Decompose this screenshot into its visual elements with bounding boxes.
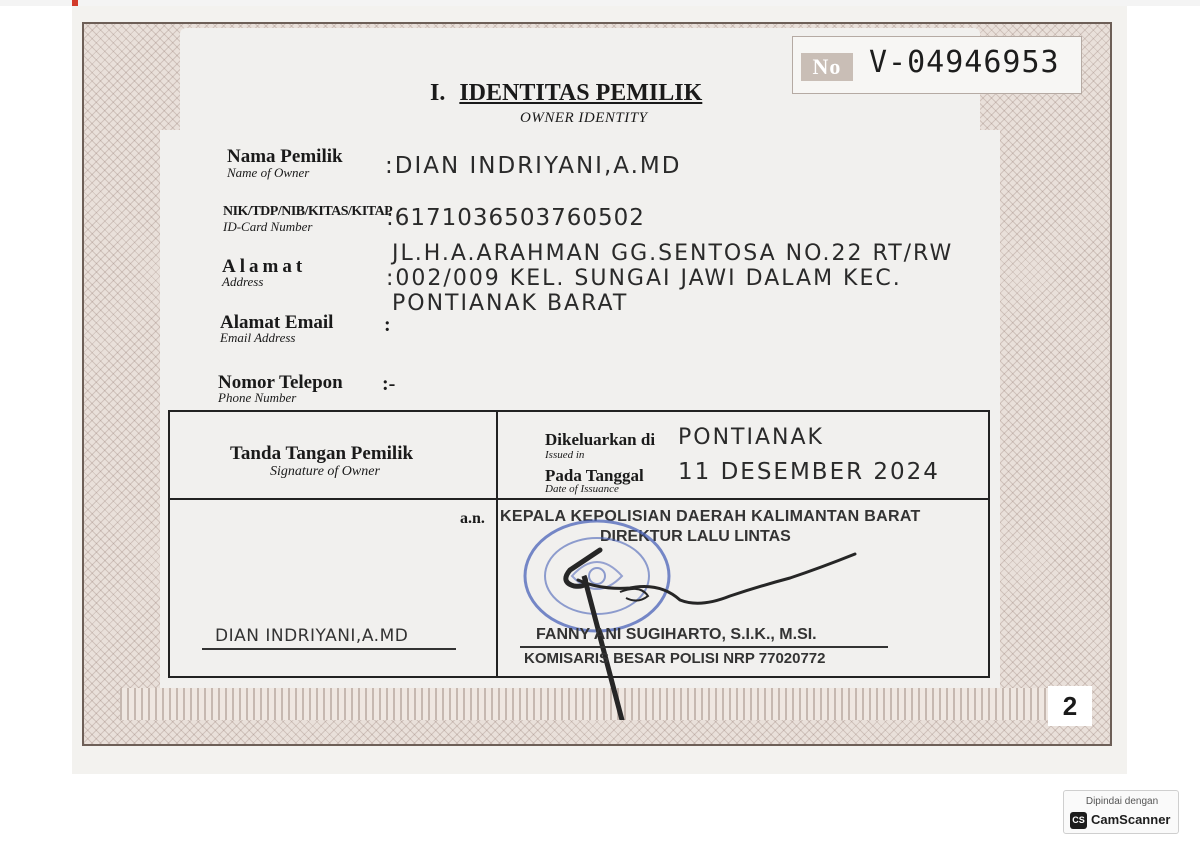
owner-name-label: Nama Pemilik <box>227 146 343 167</box>
document-number-label: No <box>801 53 853 81</box>
section-subtitle: OWNER IDENTITY <box>520 110 648 126</box>
address-label: Alamat <box>222 256 307 277</box>
address-line-3: PONTIANAK BARAT <box>392 291 629 316</box>
camscanner-caption: Dipindai dengan <box>1085 796 1159 807</box>
email-label: Alamat Email <box>220 312 334 333</box>
email-value: : <box>384 314 391 336</box>
camscanner-badge <box>1063 790 1179 834</box>
section-heading <box>430 80 702 107</box>
issue-date-value: 11 DESEMBER 2024 <box>678 459 940 485</box>
owner-signature-label: Tanda Tangan Pemilik <box>230 443 414 464</box>
owner-signature-sublabel: Signature of Owner <box>270 464 380 479</box>
camscanner-name: CamScanner <box>1091 812 1171 827</box>
phone-label: Nomor Telepon <box>218 372 343 393</box>
officer-rank: KOMISARIS BESAR POLISI NRP 77020772 <box>524 650 826 667</box>
issuing-authority-subtitle: DIREKTUR LALU LINTAS <box>600 528 791 545</box>
owner-printed-name: DIAN INDRIYANI,A.MD <box>215 626 409 646</box>
phone-sublabel: Phone Number <box>218 390 297 405</box>
address-line-2: :002/009 KEL. SUNGAI JAWI DALAM KEC. <box>386 266 902 291</box>
camscanner-logo-icon: CS <box>1070 812 1087 829</box>
address-line-1: JL.H.A.ARAHMAN GG.SENTOSA NO.22 RT/RW <box>392 241 954 266</box>
owner-name-sublabel: Name of Owner <box>227 165 310 180</box>
issue-date-sublabel: Date of Issuance <box>545 483 619 495</box>
on-behalf-prefix: a.n. <box>460 510 485 527</box>
id-number-value: :6171036503760502 <box>386 205 645 231</box>
section-title: IDENTITAS PEMILIK <box>459 80 703 106</box>
document-number-box <box>792 36 1082 94</box>
address-sublabel: Address <box>222 274 264 289</box>
id-number-sublabel: ID-Card Number <box>223 219 313 234</box>
issued-in-value: PONTIANAK <box>678 425 824 450</box>
handwritten-signature-icon <box>530 530 880 720</box>
id-number-label: NIK/TDP/NIB/KITAS/KITAP <box>223 204 393 219</box>
page-number: 2 <box>1048 686 1092 726</box>
owner-name-value: :DIAN INDRIYANI,A.MD <box>385 153 682 179</box>
email-sublabel: Email Address <box>220 330 296 345</box>
issued-in-sublabel: Issued in <box>545 449 585 461</box>
officer-name: FANNY ANI SUGIHARTO, S.I.K., M.SI. <box>536 626 817 643</box>
issued-in-label: Dikeluarkan di <box>545 430 656 449</box>
issue-date-label: Pada Tanggal <box>545 466 644 485</box>
issuing-authority: KEPALA KEPOLISIAN DAERAH KALIMANTAN BARAT <box>500 508 921 525</box>
owner-name-underline <box>202 648 456 650</box>
officer-name-underline <box>520 646 888 648</box>
signature-table-divider <box>496 410 498 678</box>
signature-table-row-divider <box>168 498 990 500</box>
section-number: I. <box>430 80 446 106</box>
document-number-value: V-04946953 <box>869 45 1060 80</box>
phone-value: :- <box>382 373 396 395</box>
